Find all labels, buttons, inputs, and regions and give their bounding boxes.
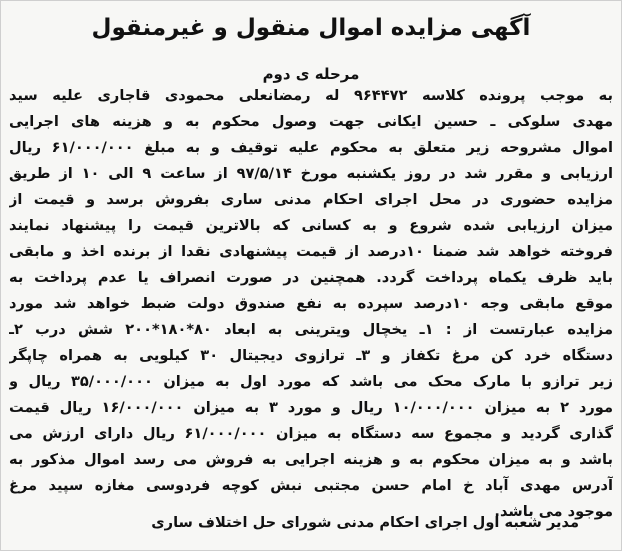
body-line: گذاری گردید و مجموع سه دستگاه به میزان ۶۱/۰۰۰/۰۰۰ ریال دارای ارزش می bbox=[9, 425, 613, 442]
body-line: میزان ارزیابی شده شروع و به کسانی که بالاترین قیمت را پیشنهاد نمایند bbox=[9, 217, 613, 234]
body-line: دستگاه خرد کن مرغ تکفاز و ۳ـ ترازوی دیجیتال ۳۰ کیلویی به همراه چاپگر bbox=[9, 347, 613, 364]
body-line: موجود می باشد. bbox=[494, 503, 613, 520]
body-line: مورد ۲ به میزان ۱۰/۰۰۰/۰۰۰ ریال و مورد ۳ به میزان ۱۶/۰۰۰/۰۰۰ ریال قیمت bbox=[9, 399, 613, 416]
body-line: باشد و به میزان محکوم به و هزینه اجرایی به فروش می رسد اموال مذکور به bbox=[9, 451, 613, 468]
body-line: مزایده عبارتست از : ۱ـ یخچال ویترینی به ابعاد ۸۰*۱۸۰*۲۰۰ شش درب ۲ـ bbox=[9, 321, 613, 338]
body-line: باید ظرف یکماه پرداخت گردد. همچنین در صورت انصراف یا عدم پرداخت به bbox=[9, 269, 613, 286]
body-line: مهدی سلوکی ـ حسین ایکانی جهت وصول محکوم به و هزینه های اجرایی bbox=[9, 113, 613, 130]
body-line: زیر ترازو با مارک محک می باشد که مورد اول به میزان ۳۵/۰۰۰/۰۰۰ ریال و bbox=[9, 373, 613, 390]
notice-stage: مرحله ی دوم bbox=[262, 65, 360, 83]
notice-signature: مدیر شعبه اول اجرای احکام مدنی شورای حل اختلاف ساری bbox=[151, 514, 579, 531]
body-line: به موجب پرونده کلاسه ۹۶۴۴۷۲ له رمضانعلی محمودی قاجاری علیه سید bbox=[9, 87, 613, 104]
notice-body bbox=[9, 83, 613, 525]
notice-title: آگهی مزایده اموال منقول و غیرمنقول bbox=[91, 15, 531, 41]
body-line: موقع مابقی وجه ۱۰درصد سپرده به نفع صندوق دولت ضبط خواهد شد مورد bbox=[9, 295, 613, 312]
body-line: ارزیابی و مقرر شد در روز یکشنبه مورخ ۹۷/۵/۱۴ از ساعت ۹ الی ۱۰ از طریق bbox=[9, 165, 613, 182]
body-line: فروخته خواهد شد ضمنا ۱۰درصد از قیمت پیشنهادی نقدا از برنده اخذ و مابقی bbox=[9, 243, 613, 260]
body-line: آدرس مهدی آباد خ امام حسن مجتبی نبش کوچه فردوسی مغازه سپید مرغ bbox=[9, 477, 613, 494]
body-line: مزایده حضوری در محل اجرای احکام مدنی ساری بفروش برسد و قیمت از bbox=[9, 191, 613, 208]
body-line: اموال مشروحه زیر متعلق به محکوم علیه توقیف و به مبلغ ۶۱/۰۰۰/۰۰۰ ریال bbox=[9, 139, 613, 156]
